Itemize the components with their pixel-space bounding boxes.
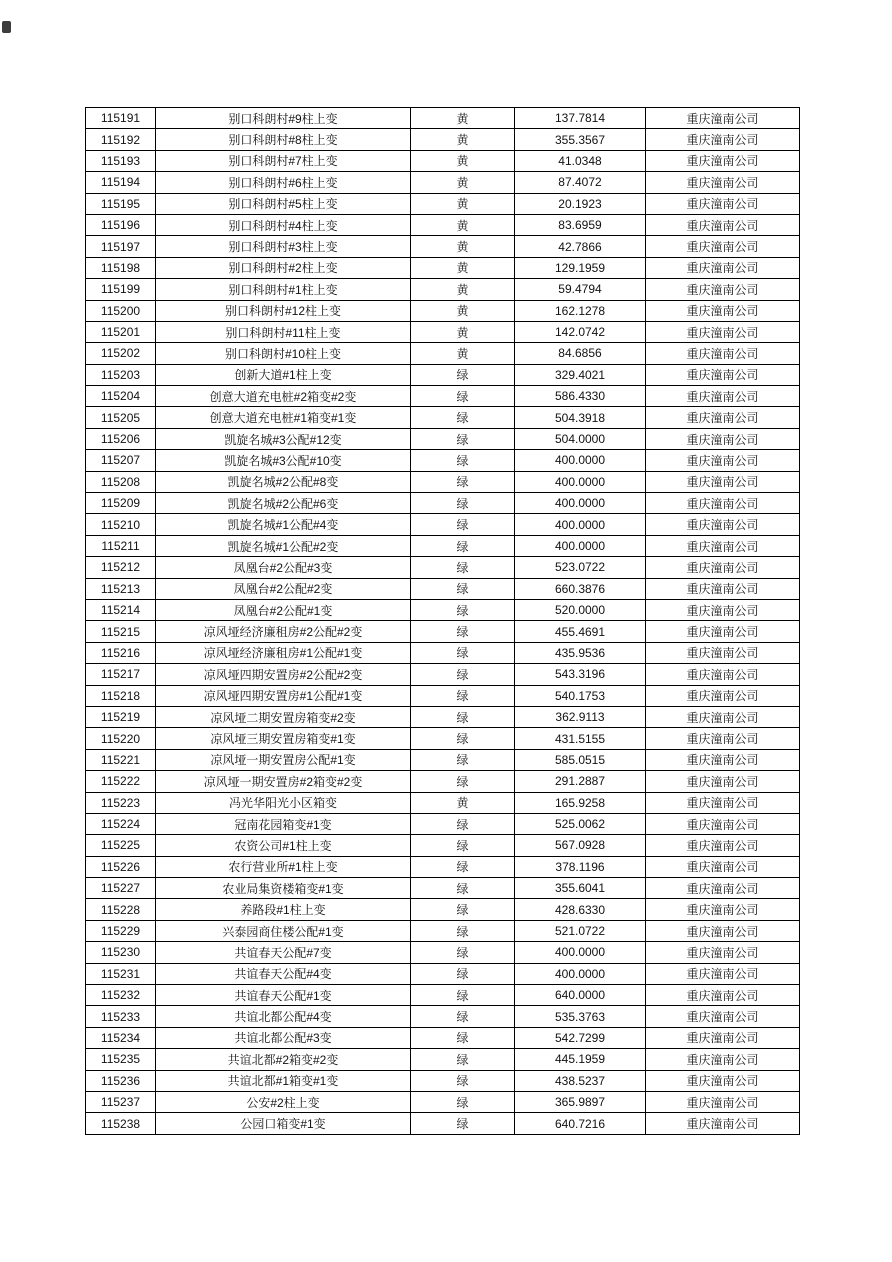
value-cell: 83.6959 (515, 214, 646, 235)
value-cell: 400.0000 (515, 514, 646, 535)
value-cell: 355.3567 (515, 129, 646, 150)
value-cell: 365.9897 (515, 1091, 646, 1112)
status-cell: 绿 (411, 664, 515, 685)
name-cell: 创意大道充电桩#2箱变#2变 (156, 386, 411, 407)
value-cell: 400.0000 (515, 493, 646, 514)
status-cell: 绿 (411, 1070, 515, 1091)
id-cell: 115201 (86, 321, 156, 342)
name-cell: 共谊春天公配#1变 (156, 985, 411, 1006)
name-cell: 别口科朗村#1柱上变 (156, 279, 411, 300)
company-cell: 重庆潼南公司 (646, 428, 800, 449)
company-cell: 重庆潼南公司 (646, 279, 800, 300)
company-cell: 重庆潼南公司 (646, 535, 800, 556)
table-row (86, 364, 800, 385)
company-cell: 重庆潼南公司 (646, 108, 800, 129)
status-cell: 绿 (411, 386, 515, 407)
table-row (86, 920, 800, 941)
name-cell: 凤凰台#2公配#3变 (156, 557, 411, 578)
name-cell: 凉风垭一期安置房#2箱变#2变 (156, 771, 411, 792)
name-cell: 凉风垭四期安置房#2公配#2变 (156, 664, 411, 685)
status-cell: 绿 (411, 749, 515, 770)
company-cell: 重庆潼南公司 (646, 364, 800, 385)
id-cell: 115234 (86, 1027, 156, 1048)
id-cell: 115230 (86, 942, 156, 963)
id-cell: 115198 (86, 257, 156, 278)
value-cell: 362.9113 (515, 706, 646, 727)
name-cell: 凤凰台#2公配#2变 (156, 578, 411, 599)
value-cell: 504.3918 (515, 407, 646, 428)
value-cell: 535.3763 (515, 1006, 646, 1027)
table-row (86, 279, 800, 300)
status-cell: 绿 (411, 599, 515, 620)
id-cell: 115199 (86, 279, 156, 300)
id-cell: 115219 (86, 706, 156, 727)
name-cell: 凉风垭经济廉租房#1公配#1变 (156, 642, 411, 663)
name-cell: 农业局集资楼箱变#1变 (156, 878, 411, 899)
status-cell: 绿 (411, 578, 515, 599)
value-cell: 165.9258 (515, 792, 646, 813)
status-cell: 黄 (411, 236, 515, 257)
value-cell: 521.0722 (515, 920, 646, 941)
name-cell: 别口科朗村#3柱上变 (156, 236, 411, 257)
status-cell: 黄 (411, 321, 515, 342)
id-cell: 115195 (86, 193, 156, 214)
id-cell: 115206 (86, 428, 156, 449)
value-cell: 525.0062 (515, 813, 646, 834)
id-cell: 115204 (86, 386, 156, 407)
name-cell: 别口科朗村#12柱上变 (156, 300, 411, 321)
company-cell: 重庆潼南公司 (646, 771, 800, 792)
value-cell: 445.1959 (515, 1049, 646, 1070)
value-cell: 84.6856 (515, 343, 646, 364)
name-cell: 别口科朗村#2柱上变 (156, 257, 411, 278)
id-cell: 115205 (86, 407, 156, 428)
status-cell: 绿 (411, 728, 515, 749)
table-row (86, 321, 800, 342)
name-cell: 凯旋名城#3公配#12变 (156, 428, 411, 449)
name-cell: 共谊春天公配#7变 (156, 942, 411, 963)
table-row (86, 150, 800, 171)
table-row (86, 1070, 800, 1091)
table-row (86, 578, 800, 599)
company-cell: 重庆潼南公司 (646, 514, 800, 535)
status-cell: 黄 (411, 108, 515, 129)
company-cell: 重庆潼南公司 (646, 257, 800, 278)
table-row (86, 621, 800, 642)
id-cell: 115238 (86, 1113, 156, 1134)
status-cell: 绿 (411, 985, 515, 1006)
company-cell: 重庆潼南公司 (646, 942, 800, 963)
name-cell: 公园口箱变#1变 (156, 1113, 411, 1134)
table-row (86, 985, 800, 1006)
status-cell: 黄 (411, 172, 515, 193)
status-cell: 绿 (411, 493, 515, 514)
value-cell: 378.1196 (515, 856, 646, 877)
table-row (86, 514, 800, 535)
company-cell: 重庆潼南公司 (646, 706, 800, 727)
id-cell: 115193 (86, 150, 156, 171)
name-cell: 共谊北都#1箱变#1变 (156, 1070, 411, 1091)
status-cell: 绿 (411, 706, 515, 727)
company-cell: 重庆潼南公司 (646, 920, 800, 941)
name-cell: 共谊北都公配#4变 (156, 1006, 411, 1027)
table-row (86, 214, 800, 235)
company-cell: 重庆潼南公司 (646, 343, 800, 364)
value-cell: 542.7299 (515, 1027, 646, 1048)
value-cell: 329.4021 (515, 364, 646, 385)
name-cell: 创新大道#1柱上变 (156, 364, 411, 385)
id-cell: 115224 (86, 813, 156, 834)
company-cell: 重庆潼南公司 (646, 1027, 800, 1048)
value-cell: 585.0515 (515, 749, 646, 770)
status-cell: 绿 (411, 856, 515, 877)
transformer-table (85, 107, 800, 1135)
id-cell: 115213 (86, 578, 156, 599)
status-cell: 黄 (411, 214, 515, 235)
id-cell: 115196 (86, 214, 156, 235)
company-cell: 重庆潼南公司 (646, 1070, 800, 1091)
status-cell: 绿 (411, 514, 515, 535)
name-cell: 兴泰园商住楼公配#1变 (156, 920, 411, 941)
status-cell: 绿 (411, 835, 515, 856)
table-row (86, 343, 800, 364)
id-cell: 115223 (86, 792, 156, 813)
name-cell: 凤凰台#2公配#1变 (156, 599, 411, 620)
id-cell: 115222 (86, 771, 156, 792)
table-row (86, 728, 800, 749)
id-cell: 115209 (86, 493, 156, 514)
value-cell: 438.5237 (515, 1070, 646, 1091)
company-cell: 重庆潼南公司 (646, 450, 800, 471)
table-row (86, 1113, 800, 1134)
table-row (86, 749, 800, 770)
table-row (86, 129, 800, 150)
value-cell: 640.7216 (515, 1113, 646, 1134)
table-row (86, 771, 800, 792)
company-cell: 重庆潼南公司 (646, 557, 800, 578)
company-cell: 重庆潼南公司 (646, 321, 800, 342)
status-cell: 绿 (411, 920, 515, 941)
table-row (86, 599, 800, 620)
id-cell: 115211 (86, 535, 156, 556)
table-row (86, 878, 800, 899)
value-cell: 137.7814 (515, 108, 646, 129)
company-cell: 重庆潼南公司 (646, 150, 800, 171)
table-body (86, 108, 800, 1135)
status-cell: 绿 (411, 1113, 515, 1134)
status-cell: 绿 (411, 963, 515, 984)
id-cell: 115200 (86, 300, 156, 321)
id-cell: 115231 (86, 963, 156, 984)
company-cell: 重庆潼南公司 (646, 856, 800, 877)
id-cell: 115221 (86, 749, 156, 770)
value-cell: 291.2887 (515, 771, 646, 792)
company-cell: 重庆潼南公司 (646, 899, 800, 920)
name-cell: 凯旋名城#1公配#2变 (156, 535, 411, 556)
company-cell: 重庆潼南公司 (646, 621, 800, 642)
value-cell: 162.1278 (515, 300, 646, 321)
value-cell: 660.3876 (515, 578, 646, 599)
company-cell: 重庆潼南公司 (646, 471, 800, 492)
table-row (86, 856, 800, 877)
name-cell: 别口科朗村#7柱上变 (156, 150, 411, 171)
company-cell: 重庆潼南公司 (646, 749, 800, 770)
value-cell: 543.3196 (515, 664, 646, 685)
name-cell: 凉风垭四期安置房#1公配#1变 (156, 685, 411, 706)
id-cell: 115229 (86, 920, 156, 941)
company-cell: 重庆潼南公司 (646, 214, 800, 235)
table-row (86, 942, 800, 963)
status-cell: 绿 (411, 535, 515, 556)
id-cell: 115210 (86, 514, 156, 535)
table-row (86, 535, 800, 556)
company-cell: 重庆潼南公司 (646, 728, 800, 749)
id-cell: 115207 (86, 450, 156, 471)
value-cell: 129.1959 (515, 257, 646, 278)
id-cell: 115235 (86, 1049, 156, 1070)
status-cell: 黄 (411, 257, 515, 278)
company-cell: 重庆潼南公司 (646, 386, 800, 407)
table-row (86, 835, 800, 856)
value-cell: 400.0000 (515, 963, 646, 984)
name-cell: 别口科朗村#11柱上变 (156, 321, 411, 342)
table-row (86, 236, 800, 257)
value-cell: 142.0742 (515, 321, 646, 342)
scan-artifact-mark (2, 21, 11, 33)
id-cell: 115232 (86, 985, 156, 1006)
company-cell: 重庆潼南公司 (646, 792, 800, 813)
status-cell: 绿 (411, 771, 515, 792)
id-cell: 115194 (86, 172, 156, 193)
status-cell: 黄 (411, 279, 515, 300)
company-cell: 重庆潼南公司 (646, 642, 800, 663)
value-cell: 400.0000 (515, 471, 646, 492)
company-cell: 重庆潼南公司 (646, 1113, 800, 1134)
table-row (86, 557, 800, 578)
status-cell: 绿 (411, 1049, 515, 1070)
name-cell: 冠南花园箱变#1变 (156, 813, 411, 834)
id-cell: 115208 (86, 471, 156, 492)
status-cell: 黄 (411, 792, 515, 813)
status-cell: 绿 (411, 621, 515, 642)
value-cell: 428.6330 (515, 899, 646, 920)
value-cell: 400.0000 (515, 942, 646, 963)
table-row (86, 813, 800, 834)
status-cell: 绿 (411, 1091, 515, 1112)
table-row (86, 1091, 800, 1112)
status-cell: 绿 (411, 899, 515, 920)
value-cell: 42.7866 (515, 236, 646, 257)
company-cell: 重庆潼南公司 (646, 813, 800, 834)
company-cell: 重庆潼南公司 (646, 878, 800, 899)
status-cell: 绿 (411, 407, 515, 428)
status-cell: 绿 (411, 642, 515, 663)
value-cell: 640.0000 (515, 985, 646, 1006)
value-cell: 431.5155 (515, 728, 646, 749)
table-row (86, 792, 800, 813)
value-cell: 435.9536 (515, 642, 646, 663)
name-cell: 别口科朗村#6柱上变 (156, 172, 411, 193)
company-cell: 重庆潼南公司 (646, 172, 800, 193)
status-cell: 黄 (411, 300, 515, 321)
company-cell: 重庆潼南公司 (646, 236, 800, 257)
name-cell: 凯旋名城#3公配#10变 (156, 450, 411, 471)
company-cell: 重庆潼南公司 (646, 963, 800, 984)
status-cell: 绿 (411, 364, 515, 385)
table-row (86, 664, 800, 685)
id-cell: 115236 (86, 1070, 156, 1091)
value-cell: 41.0348 (515, 150, 646, 171)
name-cell: 农行营业所#1柱上变 (156, 856, 411, 877)
name-cell: 冯光华阳光小区箱变 (156, 792, 411, 813)
status-cell: 绿 (411, 1027, 515, 1048)
table-row (86, 1027, 800, 1048)
id-cell: 115214 (86, 599, 156, 620)
table-row (86, 471, 800, 492)
table-row (86, 1006, 800, 1027)
status-cell: 绿 (411, 471, 515, 492)
id-cell: 115220 (86, 728, 156, 749)
company-cell: 重庆潼南公司 (646, 1091, 800, 1112)
id-cell: 115197 (86, 236, 156, 257)
table-row (86, 963, 800, 984)
id-cell: 115215 (86, 621, 156, 642)
name-cell: 凉风垭一期安置房公配#1变 (156, 749, 411, 770)
status-cell: 绿 (411, 813, 515, 834)
status-cell: 黄 (411, 129, 515, 150)
name-cell: 别口科朗村#5柱上变 (156, 193, 411, 214)
value-cell: 87.4072 (515, 172, 646, 193)
id-cell: 115237 (86, 1091, 156, 1112)
table-row (86, 899, 800, 920)
name-cell: 共谊北都公配#3变 (156, 1027, 411, 1048)
status-cell: 绿 (411, 557, 515, 578)
value-cell: 523.0722 (515, 557, 646, 578)
table-row (86, 642, 800, 663)
company-cell: 重庆潼南公司 (646, 664, 800, 685)
status-cell: 绿 (411, 1006, 515, 1027)
name-cell: 凯旋名城#2公配#8变 (156, 471, 411, 492)
name-cell: 共谊春天公配#4变 (156, 963, 411, 984)
name-cell: 公安#2柱上变 (156, 1091, 411, 1112)
company-cell: 重庆潼南公司 (646, 407, 800, 428)
company-cell: 重庆潼南公司 (646, 493, 800, 514)
id-cell: 115212 (86, 557, 156, 578)
name-cell: 养路段#1柱上变 (156, 899, 411, 920)
name-cell: 凯旋名城#2公配#6变 (156, 493, 411, 514)
company-cell: 重庆潼南公司 (646, 835, 800, 856)
id-cell: 115228 (86, 899, 156, 920)
table-row (86, 706, 800, 727)
value-cell: 504.0000 (515, 428, 646, 449)
table-row (86, 108, 800, 129)
value-cell: 59.4794 (515, 279, 646, 300)
table-row (86, 300, 800, 321)
status-cell: 黄 (411, 193, 515, 214)
id-cell: 115191 (86, 108, 156, 129)
name-cell: 凉风垭二期安置房箱变#2变 (156, 706, 411, 727)
table-row (86, 685, 800, 706)
name-cell: 别口科朗村#8柱上变 (156, 129, 411, 150)
id-cell: 115192 (86, 129, 156, 150)
status-cell: 黄 (411, 150, 515, 171)
table-row (86, 493, 800, 514)
value-cell: 586.4330 (515, 386, 646, 407)
status-cell: 绿 (411, 942, 515, 963)
table-row (86, 257, 800, 278)
name-cell: 别口科朗村#4柱上变 (156, 214, 411, 235)
status-cell: 绿 (411, 428, 515, 449)
value-cell: 20.1923 (515, 193, 646, 214)
name-cell: 农资公司#1柱上变 (156, 835, 411, 856)
status-cell: 绿 (411, 878, 515, 899)
table-row (86, 172, 800, 193)
company-cell: 重庆潼南公司 (646, 1006, 800, 1027)
value-cell: 520.0000 (515, 599, 646, 620)
id-cell: 115202 (86, 343, 156, 364)
id-cell: 115225 (86, 835, 156, 856)
id-cell: 115217 (86, 664, 156, 685)
name-cell: 凉风垭经济廉租房#2公配#2变 (156, 621, 411, 642)
company-cell: 重庆潼南公司 (646, 193, 800, 214)
name-cell: 凯旋名城#1公配#4变 (156, 514, 411, 535)
company-cell: 重庆潼南公司 (646, 685, 800, 706)
name-cell: 别口科朗村#9柱上变 (156, 108, 411, 129)
name-cell: 凉风垭三期安置房箱变#1变 (156, 728, 411, 749)
table-row (86, 428, 800, 449)
table-row (86, 407, 800, 428)
table-row (86, 193, 800, 214)
name-cell: 共谊北都#2箱变#2变 (156, 1049, 411, 1070)
id-cell: 115233 (86, 1006, 156, 1027)
value-cell: 400.0000 (515, 535, 646, 556)
company-cell: 重庆潼南公司 (646, 985, 800, 1006)
value-cell: 455.4691 (515, 621, 646, 642)
id-cell: 115216 (86, 642, 156, 663)
id-cell: 115218 (86, 685, 156, 706)
id-cell: 115226 (86, 856, 156, 877)
id-cell: 115203 (86, 364, 156, 385)
id-cell: 115227 (86, 878, 156, 899)
value-cell: 567.0928 (515, 835, 646, 856)
name-cell: 创意大道充电桩#1箱变#1变 (156, 407, 411, 428)
table-row (86, 450, 800, 471)
company-cell: 重庆潼南公司 (646, 129, 800, 150)
company-cell: 重庆潼南公司 (646, 578, 800, 599)
company-cell: 重庆潼南公司 (646, 1049, 800, 1070)
company-cell: 重庆潼南公司 (646, 300, 800, 321)
value-cell: 400.0000 (515, 450, 646, 471)
name-cell: 别口科朗村#10柱上变 (156, 343, 411, 364)
value-cell: 355.6041 (515, 878, 646, 899)
value-cell: 540.1753 (515, 685, 646, 706)
status-cell: 绿 (411, 685, 515, 706)
company-cell: 重庆潼南公司 (646, 599, 800, 620)
table-row (86, 386, 800, 407)
status-cell: 黄 (411, 343, 515, 364)
table-row (86, 1049, 800, 1070)
status-cell: 绿 (411, 450, 515, 471)
